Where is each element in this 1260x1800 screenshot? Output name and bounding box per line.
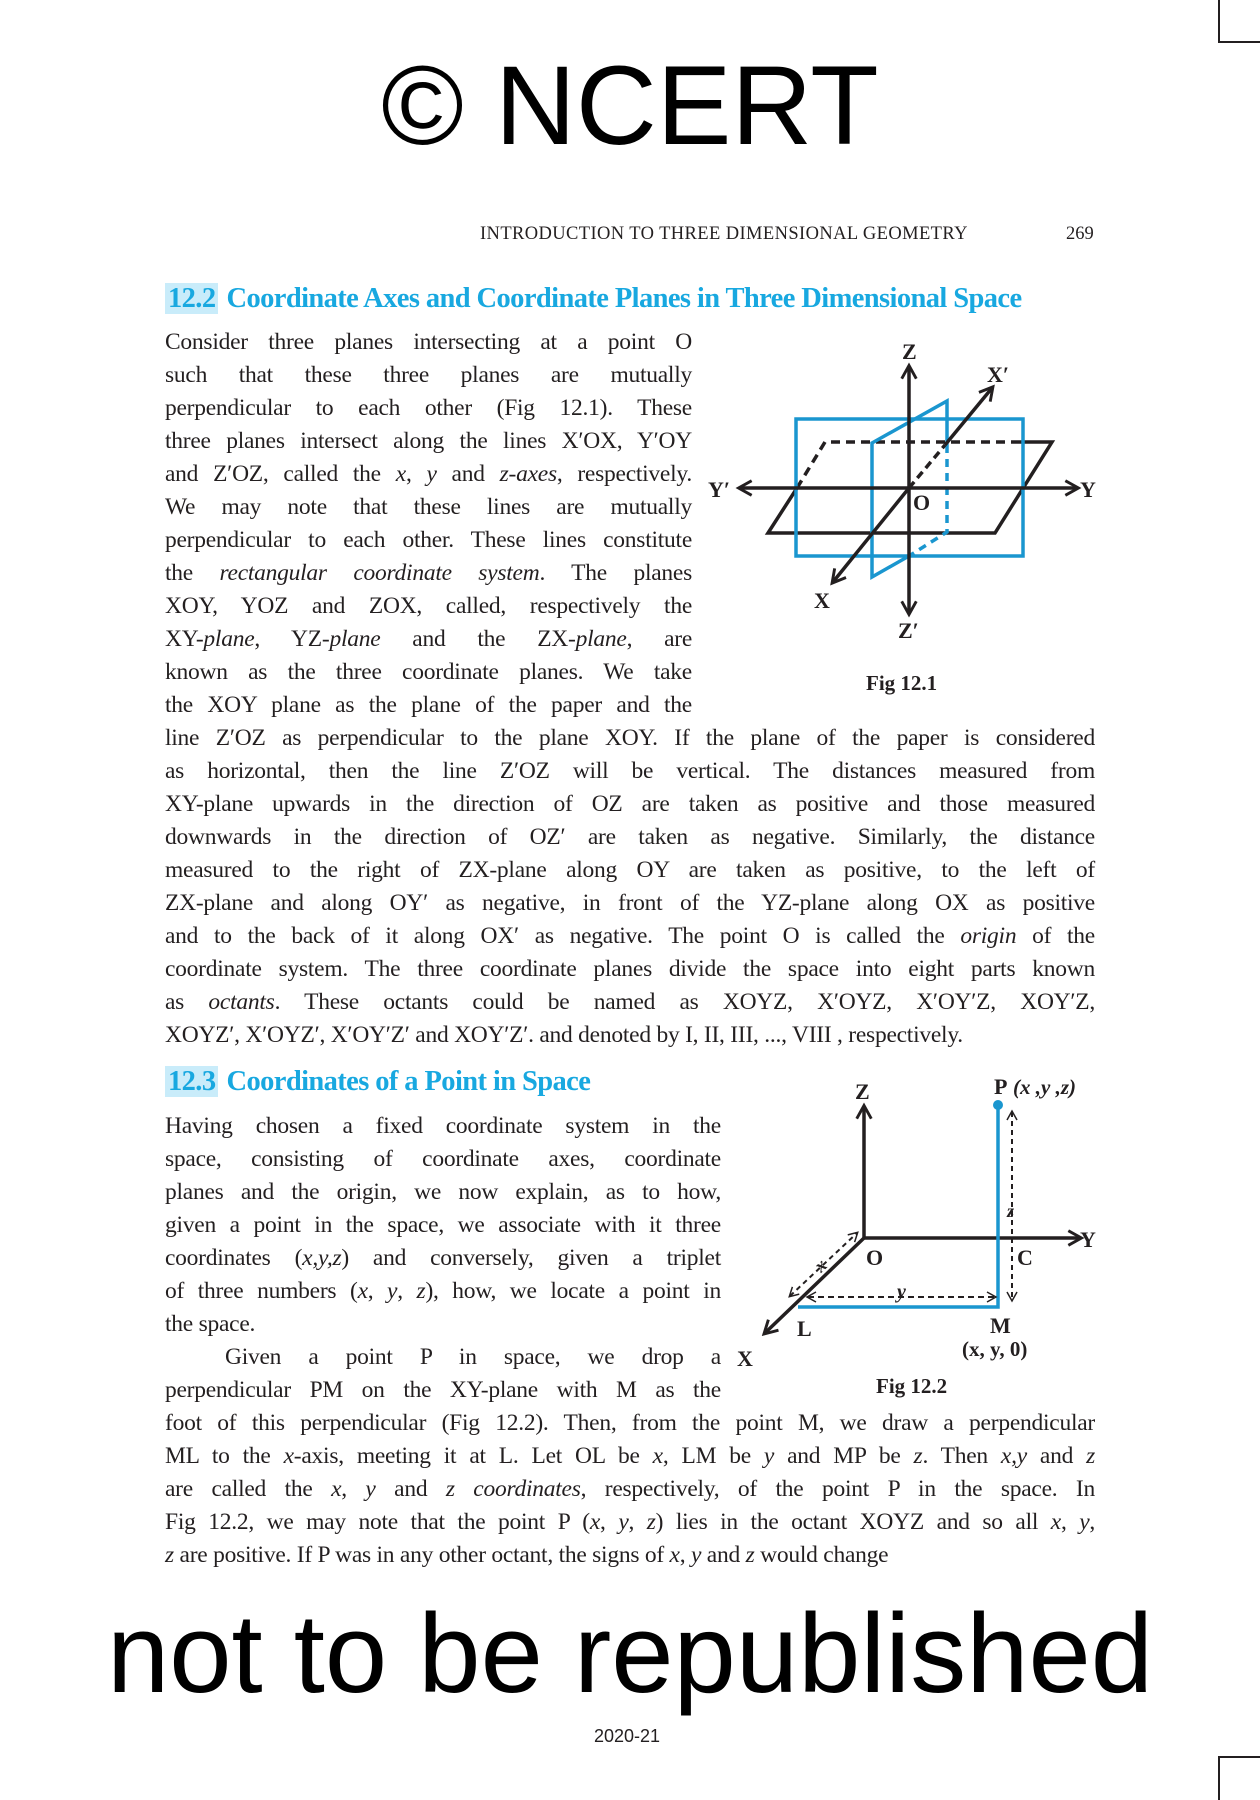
text-run: as [165, 989, 209, 1015]
label-dist-z: z [1007, 1201, 1015, 1221]
text-run: perpendicular to each other (Fig 12.1). These [165, 395, 692, 421]
italic-term: origin [960, 923, 1017, 949]
italic-term: y [387, 1278, 398, 1304]
text-run: XY- [165, 626, 204, 652]
text-run: , [397, 1278, 417, 1304]
label-x: X [737, 1346, 753, 1371]
section-title: Coordinate Axes and Coordinate Planes in Three Dimensional Space [226, 283, 1022, 314]
text-run: , respectively. [556, 461, 692, 487]
text-run: , respectively, of the point P in the space. In [580, 1476, 1096, 1502]
italic-term: x [331, 1476, 342, 1502]
figure-caption: Fig 12.2 [876, 1374, 948, 1398]
italic-term: x [1050, 1509, 1061, 1535]
italic-term: plane [575, 626, 627, 652]
text-run: , YZ- [254, 626, 330, 652]
italic-term: x [652, 1443, 663, 1469]
text-run: and Z′OZ, called the [165, 461, 396, 487]
text-run: , LM be [662, 1443, 764, 1469]
text-run: Having chosen a fixed coordinate system in the [165, 1113, 721, 1139]
text-run: perpendicular to each other. These lines constitute [165, 527, 692, 553]
italic-term: z [165, 1542, 174, 1568]
text-run: , [679, 1542, 691, 1568]
italic-term: z coordinates [445, 1476, 581, 1502]
italic-term: z [913, 1443, 923, 1469]
x-axis [765, 1238, 864, 1333]
italic-term: x,y,z [302, 1245, 342, 1271]
text-run: foot of this perpendicular (Fig 12.2). Then, from the point M, we draw a perpendicular [165, 1410, 1095, 1436]
label-dist-y: y [897, 1281, 906, 1303]
text-run: and [436, 461, 500, 487]
crop-mark-bottom [1218, 1756, 1260, 1758]
text-line [165, 1473, 1095, 1506]
italic-term: z [1086, 1443, 1095, 1469]
italic-term: x [357, 1278, 368, 1304]
text-run: ML to the [165, 1443, 284, 1469]
italic-term: x [395, 461, 406, 487]
text-run: downwards in the direction of OZ′ are taken as negative. Similarly, the distance [165, 824, 1095, 850]
label-c: C [1017, 1245, 1033, 1270]
label-x: X [814, 588, 830, 613]
label-y-prime: Y′ [708, 477, 731, 502]
figure-12-2 [0, 1000, 1260, 1420]
text-line [165, 953, 1095, 986]
italic-term: octants [208, 989, 275, 1015]
label-z-prime: Z′ [898, 618, 919, 643]
text-run: space, consisting of coordinate axes, coordinate [165, 1146, 721, 1172]
text-run: are called the [165, 1476, 332, 1502]
text-run: XOY, YOZ and ZOX, called, respectively the [165, 593, 692, 619]
text-run: . These octants could be named as XOYZ, X′OYZ, X′OY′Z, XOY′Z, [274, 989, 1096, 1015]
italic-term: y [618, 1509, 629, 1535]
section-number: 12.3 [165, 1066, 218, 1097]
text-run: -axis, meeting it at L. Let OL be [293, 1443, 653, 1469]
italic-term: x,y [1000, 1443, 1027, 1469]
italic-term: x [283, 1443, 294, 1469]
label-x-prime: X′ [987, 362, 1010, 387]
text-run: , [405, 461, 427, 487]
italic-term: z [745, 1542, 755, 1568]
italic-term: y [426, 461, 437, 487]
text-run: , [1060, 1509, 1080, 1535]
text-run: , [628, 1509, 647, 1535]
label-m: M [990, 1313, 1011, 1338]
text-run: and [1026, 1443, 1087, 1469]
text-run: given a point in the space, we associate with it three [165, 1212, 721, 1238]
label-p: P [994, 1074, 1008, 1099]
x-prime-axis [945, 388, 992, 445]
italic-term: rectangular coordinate system [219, 560, 540, 586]
label-m-coords: (x, y, 0) [962, 1337, 1028, 1361]
text-run: . Then [922, 1443, 1001, 1469]
text-run: Consider three planes intersecting at a point O [165, 329, 692, 355]
label-y: Y [1080, 477, 1096, 502]
section-title: Coordinates of a Point in Space [226, 1066, 591, 1097]
text-run: ), how, we locate a point in [425, 1278, 721, 1304]
italic-term: y [690, 1542, 702, 1568]
text-run: and [701, 1542, 746, 1568]
text-run: measured to the right of ZX-plane along OY are taken as positive, to the left of [165, 857, 1095, 883]
text-line [165, 1506, 1095, 1539]
label-y: Y [1080, 1227, 1096, 1252]
label-origin: O [913, 490, 931, 515]
label-l: L [797, 1316, 812, 1341]
italic-term: y [1079, 1509, 1090, 1535]
text-line [165, 821, 1095, 854]
text-run: the [165, 560, 220, 586]
running-title: INTRODUCTION TO THREE DIMENSIONAL GEOMETRY [480, 224, 968, 244]
point-p [993, 1100, 1003, 1110]
text-run: the space. [165, 1311, 256, 1337]
text-line [165, 887, 1095, 920]
x-axis-hidden [909, 445, 945, 488]
text-run: known as the three coordinate planes. We take [165, 659, 692, 685]
text-run: are positive. If P was in any other octant, the signs of [173, 1542, 670, 1568]
text-run: We may note that these lines are mutually [165, 494, 692, 520]
text-run: and the ZX- [380, 626, 576, 652]
text-line [165, 920, 1095, 953]
watermark-not-republished: not to be republished [106, 1591, 1154, 1716]
text-run: and MP be [774, 1443, 914, 1469]
text-run: XY-plane upwards in the direction of OZ are taken as positive and those measured [165, 791, 1095, 817]
italic-term: z [416, 1278, 426, 1304]
label-origin: O [866, 1245, 884, 1270]
label-p-coords: (x ,y ,z) [1013, 1075, 1076, 1099]
italic-term: y [365, 1476, 376, 1502]
text-run: planes and the origin, we now explain, as to how, [165, 1179, 721, 1205]
footer-year: 2020-21 [594, 1726, 661, 1746]
text-run: , [341, 1476, 366, 1502]
text-run: of the [1016, 923, 1095, 949]
label-z: Z [902, 339, 917, 364]
text-run: as horizontal, then the line Z′OZ will be vertical. The distances measured from [165, 758, 1095, 784]
text-run: Fig 12.2, we may note that the point P ( [165, 1509, 590, 1535]
text-line [165, 854, 1095, 887]
page-number: 269 [1066, 224, 1094, 244]
crop-mark-bottom [1218, 1756, 1220, 1800]
text-run: XOYZ′, X′OYZ′, X′OY′Z′ and XOY′Z′. and denoted by I, II, III, ..., VIII , respectively. [165, 1022, 963, 1048]
text-line [165, 1539, 1095, 1572]
text-run: perpendicular PM on the XY-plane with M as the [165, 1377, 721, 1403]
figure-12-1 [0, 0, 1260, 800]
text-run: , [1089, 1509, 1096, 1535]
text-run: ) lies in the octant XOYZ and so all [655, 1509, 1051, 1535]
italic-term: z [646, 1509, 656, 1535]
italic-term: y [763, 1443, 775, 1469]
text-run: line Z′OZ as perpendicular to the plane XOY. If the plane of the paper is considered [165, 725, 1095, 751]
text-run: . The planes [539, 560, 692, 586]
watermark-ncert: © NCERT [381, 43, 879, 168]
label-dist-x: x [810, 1254, 832, 1277]
text-run: the XOY plane as the plane of the paper and the [165, 692, 692, 718]
text-run: , [600, 1509, 619, 1535]
text-run: of three numbers ( [165, 1278, 358, 1304]
text-run: and to the back of it along OX′ as negative. The point O is called the [165, 923, 961, 949]
italic-term: plane [329, 626, 381, 652]
italic-term: z-axes [499, 461, 557, 487]
text-run: coordinate system. The three coordinate planes divide the space into eight parts known [165, 956, 1095, 982]
figure-caption: Fig 12.1 [866, 671, 938, 695]
perpendicular-path [798, 1105, 998, 1307]
text-run: coordinates ( [165, 1245, 303, 1271]
italic-term: x [669, 1542, 680, 1568]
text-run: Given a point P in space, we drop a [225, 1344, 721, 1370]
text-run: ZX-plane and along OY′ as negative, in front of the YZ-plane along OX as positive [165, 890, 1095, 916]
text-line [165, 1440, 1095, 1473]
text-run: would change [754, 1542, 889, 1568]
text-run: , are [626, 626, 693, 652]
italic-term: plane [203, 626, 255, 652]
text-run: and [375, 1476, 446, 1502]
text-run: , [367, 1278, 388, 1304]
text-run: such that these three planes are mutually [165, 362, 692, 388]
text-run: three planes intersect along the lines X′OX, Y′OY [165, 428, 692, 454]
italic-term: x [589, 1509, 601, 1535]
label-z: Z [855, 1079, 870, 1104]
section-number: 12.2 [165, 283, 218, 314]
text-run: ) and conversely, given a triplet [341, 1245, 721, 1271]
